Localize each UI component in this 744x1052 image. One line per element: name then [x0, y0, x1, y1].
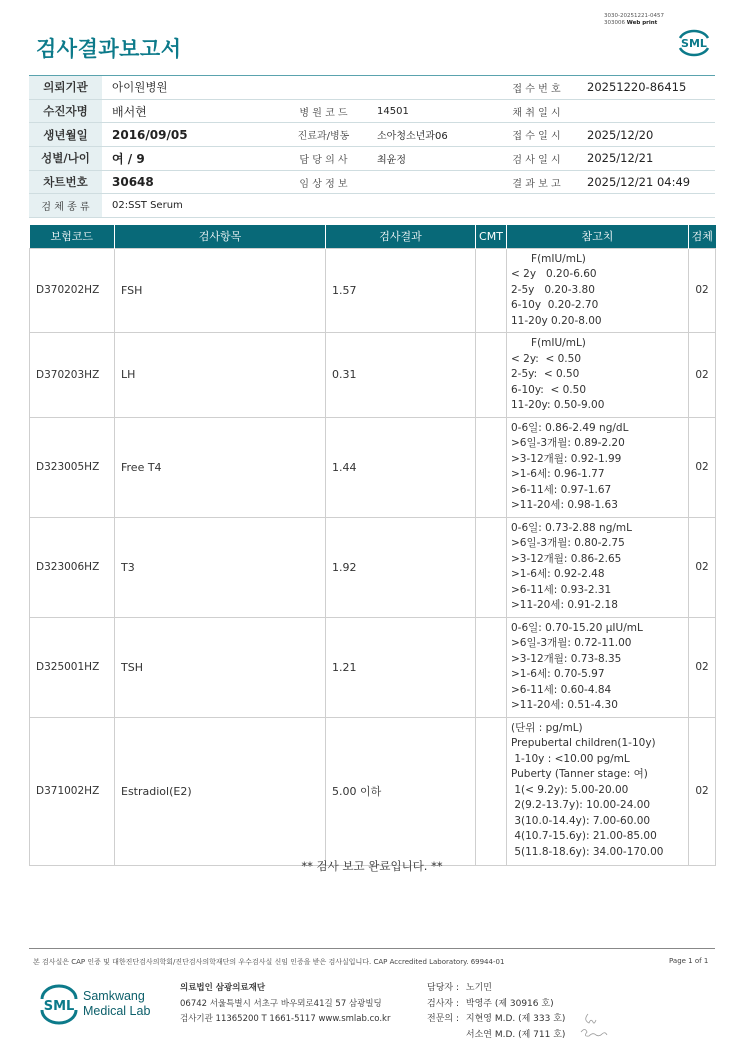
chart-value: 30648 [102, 170, 280, 194]
result-row [30, 517, 716, 617]
col-header-ref: 참고치 [507, 225, 689, 248]
doc-code-line1: 3030-20251221-0457 [604, 13, 664, 19]
reference-line: >1-6세: 0.96-1.77 [511, 468, 605, 480]
institution-address: 06742 서울특별시 서초구 바우뫼로41길 57 삼광빌딩 [180, 998, 382, 1009]
accreditation-disclaimer: 본 검사실은 CAP 인증 및 대한진단검사의학회/진단검사의학재단의 우수검사실 신임 인증을 받은 검사실입니다. CAP Accredited Laboratory. 69944-01 [33, 958, 505, 966]
reference-line: 11-20y 0.20-8.00 [511, 314, 602, 327]
receipt-date-value: 2025/12/20 [577, 123, 715, 147]
corp-name [83, 989, 150, 1019]
reference-line: Prepubertal children(1-10y) [511, 737, 656, 749]
staff-row [427, 1012, 565, 1028]
patient-info-table [29, 75, 715, 218]
reference-line: >3-12개월: 0.73-8.35 [511, 652, 622, 665]
reference-line: 2-5y 0.20-3.80 [511, 283, 595, 296]
reference-line: 1-10y : <10.00 pg/mL [511, 752, 630, 765]
reference-line: F(mIU/mL) [511, 337, 586, 349]
clinical-label: 임 상 정 보 [280, 170, 367, 194]
dept-label: 진료과/병동 [280, 123, 367, 147]
clinical-value [367, 170, 496, 194]
client-value: 아이원병원 [102, 76, 496, 100]
reference-line: >6일-3개월: 0.72-11.00 [511, 637, 632, 649]
col-header-code: 보험코드 [30, 225, 115, 248]
test-item: TSH [115, 617, 326, 717]
reference-line: >11-20세: 0.91-2.18 [511, 599, 618, 611]
page-title: 검사결과보고서 [36, 37, 182, 61]
test-cmt [476, 417, 507, 517]
hospital-code-value: 14501 [367, 99, 496, 123]
reference-line: 4(10.7-15.6y): 21.00-85.00 [511, 830, 657, 842]
reference-line: >3-12개월: 0.92-1.99 [511, 452, 622, 465]
reference-line: 0-6일: 0.73-2.88 ng/mL [511, 521, 632, 534]
col-header-item: 검사항목 [115, 225, 326, 248]
svg-text:SML: SML [681, 37, 707, 50]
test-item: FSH [115, 248, 326, 333]
result-row [30, 248, 716, 333]
test-item: T3 [115, 517, 326, 617]
specimen-code: 02 [689, 717, 716, 865]
reference-range [507, 517, 689, 617]
receipt-no-value: 20251220-86415 [577, 76, 715, 100]
sml-footer-logo-icon [37, 983, 81, 1025]
sex-age-label: 성별/나이 [29, 147, 102, 171]
test-item: Free T4 [115, 417, 326, 517]
reference-line: >1-6세: 0.70-5.97 [511, 668, 605, 680]
receipt-no-label: 접 수 번 호 [496, 76, 577, 100]
institution-contact: 검사기관 11365200 T 1661-5117 www.smlab.co.kr [180, 1014, 391, 1024]
web-print-label: Web print [626, 20, 658, 26]
signature-icon [578, 1010, 610, 1040]
reference-range [507, 248, 689, 333]
specimen-label: 검 체 종 류 [29, 194, 102, 218]
staff-role: 전문의 : [427, 1014, 459, 1024]
reference-line: 0-6일: 0.70-15.20 µIU/mL [511, 621, 643, 634]
reference-line: 1(< 9.2y): 5.00-20.00 [511, 783, 629, 796]
patient-value: 배서현 [102, 99, 280, 123]
col-header-specimen: 검체 [689, 225, 716, 248]
reference-line: 5(11.8-18.6y): 34.00-170.00 [511, 845, 664, 858]
staff-name: 박영주 (제 30916 호) [465, 998, 554, 1009]
staff-name: 노기민 [465, 983, 492, 993]
staff-role: 검사자 : [427, 998, 459, 1009]
results-header-row [30, 225, 716, 248]
reference-line: >11-20세: 0.98-1.63 [511, 499, 618, 511]
insurance-code: D323005HZ [30, 417, 115, 517]
reference-line: >6-11세: 0.60-4.84 [511, 683, 612, 696]
info-row [29, 99, 715, 123]
test-result: 1.21 [326, 617, 476, 717]
reference-line: Puberty (Tanner stage: 여) [511, 768, 648, 780]
reference-line: 2-5y: < 0.50 [511, 368, 580, 380]
page-number: Page 1 of 1 [669, 957, 709, 965]
reference-range [507, 617, 689, 717]
report-label: 결 과 보 고 [496, 170, 577, 194]
test-item: Estradiol(E2) [115, 717, 326, 865]
staff-role: 담당자 : [427, 983, 459, 993]
staff-name: 서소연 M.D. (제 711 호) [465, 1029, 566, 1040]
reference-line: >1-6세: 0.92-2.48 [511, 568, 605, 580]
specimen-code: 02 [689, 617, 716, 717]
specimen-code: 02 [689, 517, 716, 617]
reference-line: 6-10y 0.20-2.70 [511, 299, 599, 311]
sex-age-value: 여 / 9 [102, 147, 280, 171]
staff-list [427, 981, 565, 1043]
staff-row [427, 981, 565, 997]
insurance-code: D371002HZ [30, 717, 115, 865]
result-row [30, 717, 716, 865]
reference-line: >6일-3개월: 0.89-2.20 [511, 437, 625, 449]
report-complete-text: ** 검사 보고 완료입니다. ** [301, 859, 443, 873]
reference-line: 11-20y: 0.50-9.00 [511, 399, 605, 411]
result-row [30, 333, 716, 418]
reference-range [507, 333, 689, 418]
test-cmt [476, 617, 507, 717]
reference-line: F(mIU/mL) [511, 252, 586, 265]
specimen-value: 02:SST Serum [102, 194, 715, 218]
result-row [30, 417, 716, 517]
test-item: LH [115, 333, 326, 418]
insurance-code: D370202HZ [30, 248, 115, 333]
collect-date-value [577, 99, 715, 123]
receipt-date-label: 접 수 일 시 [496, 123, 577, 147]
doc-code [604, 13, 664, 27]
corp-name-line1: Samkwang [83, 989, 145, 1003]
info-row [29, 123, 715, 147]
reference-line: 6-10y: < 0.50 [511, 383, 587, 396]
hospital-code-label: 병 원 코 드 [280, 99, 367, 123]
result-row [30, 617, 716, 717]
info-row [29, 76, 715, 100]
collect-date-label: 채 취 일 시 [496, 99, 577, 123]
corp-name-line2: Medical Lab [83, 1004, 151, 1018]
client-label: 의뢰기관 [29, 76, 102, 100]
specimen-code: 02 [689, 417, 716, 517]
reference-line: 2(9.2-13.7y): 10.00-24.00 [511, 799, 651, 811]
specimen-code: 02 [689, 333, 716, 418]
staff-name: 지현영 M.D. (제 333 호) [465, 1014, 566, 1024]
reference-range [507, 717, 689, 865]
reference-line: (단위 : pg/mL) [511, 721, 583, 734]
col-header-cmt: CMT [476, 225, 507, 248]
test-result: 1.44 [326, 417, 476, 517]
test-result: 0.31 [326, 333, 476, 418]
info-row [29, 147, 715, 171]
reference-line: >6일-3개월: 0.80-2.75 [511, 537, 625, 549]
info-row [29, 194, 715, 218]
institution-info [180, 981, 390, 1028]
dob-label: 생년월일 [29, 123, 102, 147]
doctor-label: 담 당 의 사 [280, 147, 367, 171]
info-row [29, 170, 715, 194]
reference-line: < 2y 0.20-6.60 [511, 268, 597, 280]
specimen-code: 02 [689, 248, 716, 333]
patient-label: 수진자명 [29, 99, 102, 123]
test-result: 5.00 이하 [326, 717, 476, 865]
reference-line: 3(10.0-14.4y): 7.00-60.00 [511, 814, 651, 827]
report-value: 2025/12/21 04:49 [577, 170, 715, 194]
dob-value: 2016/09/05 [102, 123, 280, 147]
institution-name: 의료법인 삼광의료재단 [180, 983, 266, 993]
staff-row [427, 997, 565, 1013]
test-cmt [476, 333, 507, 418]
doc-code-line2: 303006 [604, 20, 625, 26]
staff-row [427, 1028, 565, 1044]
insurance-code: D325001HZ [30, 617, 115, 717]
chart-label: 차트번호 [29, 170, 102, 194]
doctor-value: 최윤정 [367, 147, 496, 171]
reference-line: < 2y: < 0.50 [511, 352, 581, 365]
reference-line: >3-12개월: 0.86-2.65 [511, 552, 622, 565]
footer-logo-text: SML [43, 999, 75, 1014]
test-cmt [476, 517, 507, 617]
reference-line: >6-11세: 0.97-1.67 [511, 483, 612, 496]
reference-range [507, 417, 689, 517]
insurance-code: D323006HZ [30, 517, 115, 617]
insurance-code: D370203HZ [30, 333, 115, 418]
test-cmt [476, 248, 507, 333]
test-date-label: 검 사 일 시 [496, 147, 577, 171]
reference-line: 0-6일: 0.86-2.49 ng/dL [511, 421, 629, 434]
reference-line: >11-20세: 0.51-4.30 [511, 699, 618, 711]
test-result: 1.92 [326, 517, 476, 617]
reference-line: >6-11세: 0.93-2.31 [511, 583, 612, 596]
sml-logo-icon [674, 24, 714, 60]
results-table [29, 225, 716, 866]
dept-value: 소아청소년과06 [367, 123, 496, 147]
test-date-value: 2025/12/21 [577, 147, 715, 171]
test-cmt [476, 717, 507, 865]
test-result: 1.57 [326, 248, 476, 333]
col-header-result: 검사결과 [326, 225, 476, 248]
footer-divider [29, 948, 715, 949]
